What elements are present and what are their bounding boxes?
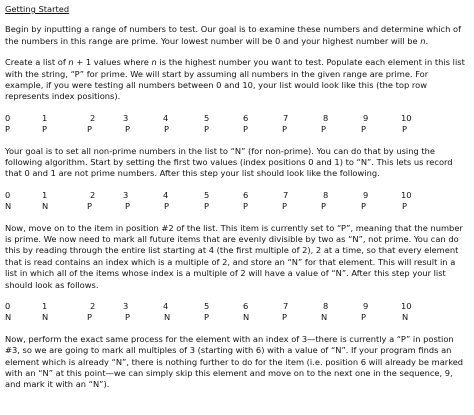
value-row (5, 124, 469, 135)
index-cell: 0 (5, 112, 11, 123)
create-list-text-b: + 1 values where (73, 57, 152, 68)
value-cell: N (5, 201, 12, 212)
index-cell: 9 (363, 189, 369, 200)
create-list-variable-n2: n (151, 57, 157, 68)
index-cell: 3 (123, 189, 129, 200)
index-cell: 5 (204, 189, 210, 200)
index-row (5, 113, 469, 124)
index-cell: 8 (323, 112, 329, 123)
create-list-text-a: Create a list of (5, 57, 69, 68)
value-cell: P (402, 201, 408, 212)
intro-variable-n: n (420, 35, 426, 46)
value-cell: P (243, 124, 249, 135)
index-cell: 7 (283, 301, 289, 312)
index-cell: 10 (401, 189, 412, 200)
value-cell: N (42, 201, 49, 212)
value-cell: P (243, 201, 249, 212)
index-cell: 3 (123, 301, 129, 312)
index-cell: 2 (90, 112, 96, 123)
value-row (5, 312, 469, 323)
index-cell: 3 (123, 112, 129, 123)
value-cell: P (204, 124, 210, 135)
index-cell: 1 (42, 301, 48, 312)
value-row (5, 201, 469, 212)
position-two-paragraph: Now, move on to the item in position #2 of the list. This item is currently set to “P”, meaning that the number is prime. We now need to mark all future items that are evenly divisible by two as “N”, not prime. You can do this by reading through the entire list starting at 4 (the first multiple of 2), 2 at a time, so that every element that is read contains an index which is a multiple of 2, and store an “N” for that element. This will result in a list in which all of the items whose index is a multiple of 2 will have a value of “N”. After this step your list should look as follows. (5, 222, 463, 290)
value-cell: P (5, 124, 11, 135)
value-cell: P (87, 201, 93, 212)
value-cell: N (164, 312, 171, 323)
list-table-step2 (5, 301, 469, 324)
index-cell: 7 (283, 112, 289, 123)
index-cell: 1 (42, 112, 48, 123)
intro-text-b: . (425, 35, 429, 46)
index-cell: 9 (363, 301, 369, 312)
index-row (5, 301, 469, 312)
value-cell: P (87, 312, 93, 323)
intro-text-a: Begin by inputting a range of numbers to test. Our goal is to examine these numbers and determine which of the numbers in this range are prime. Your lowest number will be 0 and your highest number will be (5, 24, 462, 46)
list-table-step1 (5, 190, 469, 213)
index-cell: 10 (401, 301, 412, 312)
index-cell: 5 (204, 112, 210, 123)
value-cell: P (42, 124, 48, 135)
value-cell: N (402, 312, 409, 323)
value-cell: P (164, 124, 170, 135)
value-cell: P (361, 201, 367, 212)
value-cell: P (402, 124, 408, 135)
value-cell: P (282, 312, 288, 323)
index-cell: 4 (163, 301, 169, 312)
value-cell: P (125, 201, 131, 212)
index-cell: 8 (323, 189, 329, 200)
value-cell: P (282, 124, 288, 135)
value-cell: P (282, 201, 288, 212)
index-cell: 9 (363, 112, 369, 123)
index-cell: 7 (283, 189, 289, 200)
position-three-paragraph: Now, perform the exact same process for the element with an index of 3—there is currently a “P” in postion #3, so we are going to mark all multiples of 3 (starting with 6) with a value of “N”. If your program finds an element which is already “N”, there is nothing further to do for the item (i.e. position 6 will already be marked with an “N” at this point—we can simply skip this element and move on to the next one in the sequence, 9, and mark it with an “N”). (5, 333, 464, 390)
value-cell: P (321, 124, 327, 135)
index-cell: 6 (243, 301, 249, 312)
value-cell: P (204, 201, 210, 212)
value-cell: P (164, 201, 170, 212)
create-list-variable-n1: n (68, 57, 74, 68)
index-cell: 2 (90, 189, 96, 200)
index-cell: 10 (401, 112, 412, 123)
index-cell: 4 (163, 189, 169, 200)
value-cell: P (87, 124, 93, 135)
list-table-initial (5, 113, 469, 136)
index-cell: 0 (5, 301, 11, 312)
index-cell: 6 (243, 112, 249, 123)
create-list-paragraph (5, 57, 469, 103)
value-cell: N (5, 312, 12, 323)
value-cell: P (125, 312, 131, 323)
algorithm-paragraph: Your goal is to set all non-prime numbers in the list to “N” (for non-prime). You can do that by using the following algorithm. Start by setting the first two values (index positions 0 and 1) to “N”. This lets us record that 0 and 1 are not prime numbers. After this step your list should look like the following. (5, 145, 453, 179)
value-cell: N (321, 312, 328, 323)
index-cell: 2 (90, 301, 96, 312)
index-cell: 6 (243, 189, 249, 200)
value-cell: N (243, 312, 250, 323)
index-row (5, 190, 469, 201)
index-cell: 8 (323, 301, 329, 312)
value-cell: P (361, 312, 367, 323)
index-cell: 1 (42, 189, 48, 200)
index-cell: 5 (204, 301, 210, 312)
value-cell: P (321, 201, 327, 212)
value-cell: P (361, 124, 367, 135)
index-cell: 4 (163, 112, 169, 123)
value-cell: P (204, 312, 210, 323)
create-list-text-c: is the highest number you want to test. Populate each element in this list with the string, “P” for prime. We will start by assuming all numbers in the given range are prime. For example, if you were testing all numbers between 0 and 10, your list would look like this (the top row represents index positions). (5, 57, 465, 102)
intro-paragraph (5, 24, 469, 47)
value-cell: P (125, 124, 131, 135)
index-cell: 0 (5, 189, 11, 200)
section-heading: Getting Started (5, 4, 70, 14)
value-cell: N (42, 312, 49, 323)
